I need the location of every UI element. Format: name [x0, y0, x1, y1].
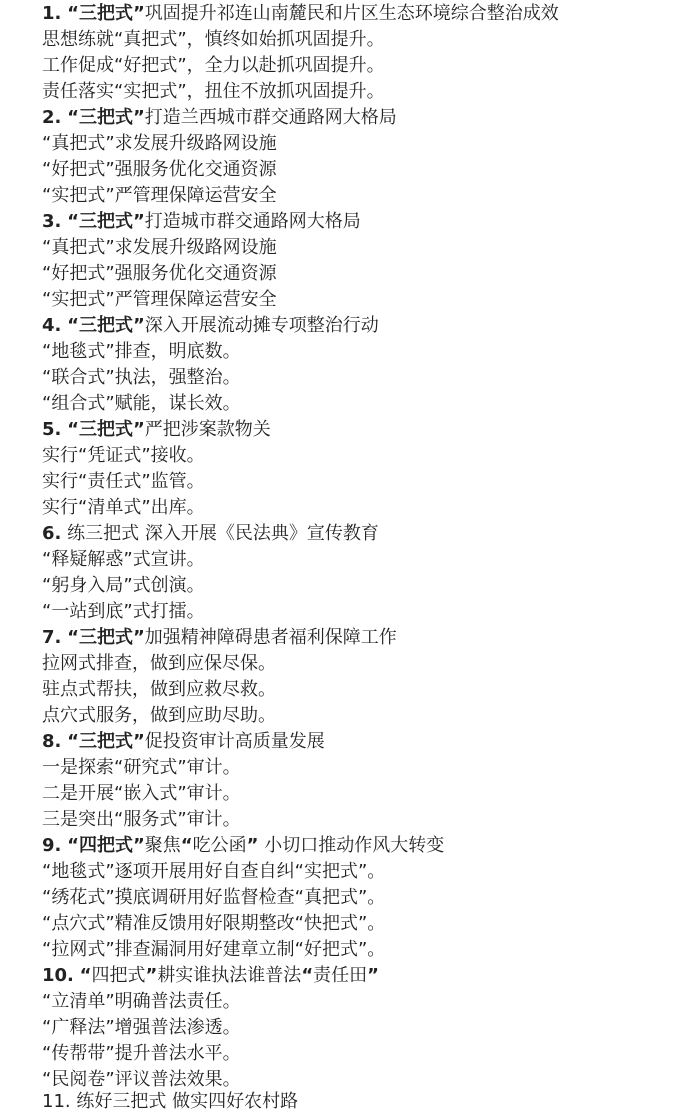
- section-line: 思想练就“真把式”，慎终如始抓巩固提升。: [42, 29, 385, 50]
- section-line: “拉网式”排查漏洞用好建章立制“好把式”。: [42, 939, 386, 960]
- section-title-part: ”: [367, 965, 379, 986]
- section-heading: [42, 833, 682, 859]
- section-title-part: “三把式”: [67, 3, 145, 24]
- section-title-part: “三把式”: [67, 107, 145, 128]
- section-number: 6.: [42, 523, 62, 544]
- section-heading: [42, 1, 682, 27]
- section-title-part: 巩固提升祁连山南麓民和片区生态环境综合整治成效: [144, 3, 559, 24]
- section-title-part: “: [79, 965, 92, 986]
- section-number: 2.: [42, 107, 62, 128]
- section-title-part: 聚焦: [144, 835, 181, 856]
- section-line: “广释法”增强普法渗透。: [42, 1017, 241, 1038]
- section-title-part: “三把式”: [67, 419, 145, 440]
- section-heading: [42, 313, 682, 339]
- section-number: 9.: [42, 835, 62, 856]
- section-number: 10.: [42, 965, 74, 986]
- section-line: 二是开展“嵌入式”审计。: [42, 783, 241, 804]
- section-line: “真把式”求发展升级路网设施: [42, 237, 277, 258]
- section-line: “绣花式”摸底调研用好监督检查“真把式”。: [42, 887, 386, 908]
- section-title-part: 严把涉案款物关: [144, 419, 271, 440]
- section-line: “释疑解惑”式宣讲。: [42, 549, 205, 570]
- section-title-part: 吃公函: [192, 835, 247, 856]
- section-line: 三是突出“服务式”审计。: [42, 809, 241, 830]
- section-title-part: “三把式”: [67, 315, 145, 336]
- section-line: 实行“凭证式”接收。: [42, 445, 205, 466]
- section-line: “真把式”求发展升级路网设施: [42, 133, 277, 154]
- section-line: 点穴式服务，做到应助尽助。: [42, 705, 276, 726]
- section-line: “一站到底”式打擂。: [42, 601, 205, 622]
- section-title-part: ”: [145, 965, 158, 986]
- section-line: “地毯式”排查，明底数。: [42, 341, 241, 362]
- section-title-part: “三把式”: [67, 627, 145, 648]
- section-line: “地毯式”逐项开展用好自查自纠“实把式”。: [42, 861, 386, 882]
- section-line: 驻点式帮扶，做到应救尽救。: [42, 679, 276, 700]
- section-title-part: “三把式”: [67, 211, 145, 232]
- section-line: 拉网式排查，做到应保尽保。: [42, 653, 276, 674]
- section-line: 一是探索“研究式”审计。: [42, 757, 241, 778]
- section-line: “实把式”严管理保障运营安全: [42, 289, 277, 310]
- section-line: 责任落实“实把式”，扭住不放抓巩固提升。: [42, 81, 385, 102]
- section-title-part: 打造城市群交通路网大格局: [144, 211, 361, 232]
- section-title-part: 四把式: [91, 965, 146, 986]
- section-line: “躬身入局”式创演。: [42, 575, 205, 596]
- section-heading: [42, 963, 682, 989]
- section-line: “好把式”强服务优化交通资源: [42, 159, 277, 180]
- section-title-part: “三把式”: [67, 731, 145, 752]
- section-title-part: 促投资审计高质量发展: [144, 731, 325, 752]
- section-line: “好把式”强服务优化交通资源: [42, 263, 277, 284]
- section-title-part: “四把式”: [67, 835, 145, 856]
- section-heading: [42, 625, 682, 651]
- section-title-part: “: [180, 835, 193, 856]
- section-number: 5.: [42, 419, 62, 440]
- section-heading: [42, 105, 682, 131]
- section-number: 8.: [42, 731, 62, 752]
- section-number: 4.: [42, 315, 62, 336]
- section-heading: [42, 417, 682, 443]
- section-title-part: ”: [246, 835, 259, 856]
- section-number: 7.: [42, 627, 62, 648]
- section-line: “传帮带”提升普法水平。: [42, 1043, 241, 1064]
- section-line: “组合式”赋能，谋长效。: [42, 393, 241, 414]
- section-line: “民阅卷”评议普法效果。: [42, 1069, 241, 1090]
- section-title-part: 深入开展流动摊专项整治行动: [144, 315, 379, 336]
- section-line: 实行“清单式”出库。: [42, 497, 205, 518]
- section-heading: [42, 209, 682, 235]
- section-line: “立清单”明确普法责任。: [42, 991, 241, 1012]
- section-title-part: 练三把式 深入开展《民法典》宣传教育: [67, 523, 379, 544]
- section-line: 工作促成“好把式”，全力以赴抓巩固提升。: [42, 55, 385, 76]
- section-title-part: 加强精神障碍患者福利保障工作: [144, 627, 397, 648]
- section-title-part: “: [301, 965, 314, 986]
- section-title-part: 小切口推动作风大转变: [258, 835, 445, 856]
- section-heading: [42, 521, 682, 547]
- document-body: [42, 1, 682, 1093]
- section-line: 实行“责任式”监管。: [42, 471, 205, 492]
- section-number: 3.: [42, 211, 62, 232]
- section-number: 1.: [42, 3, 62, 24]
- section-line: “点穴式”精准反馈用好限期整改“快把式”。: [42, 913, 386, 934]
- section-line: “实把式”严管理保障运营安全: [42, 185, 277, 206]
- section-title-part: 打造兰西城市群交通路网大格局: [144, 107, 397, 128]
- cut-off-line: 11. 练好三把式 做实四好农村路: [42, 1091, 299, 1112]
- section-heading: [42, 729, 682, 755]
- section-line: “联合式”执法，强整治。: [42, 367, 241, 388]
- section-title-part: 耕实谁执法谁普法: [157, 965, 302, 986]
- section-title-part: 责任田: [313, 965, 368, 986]
